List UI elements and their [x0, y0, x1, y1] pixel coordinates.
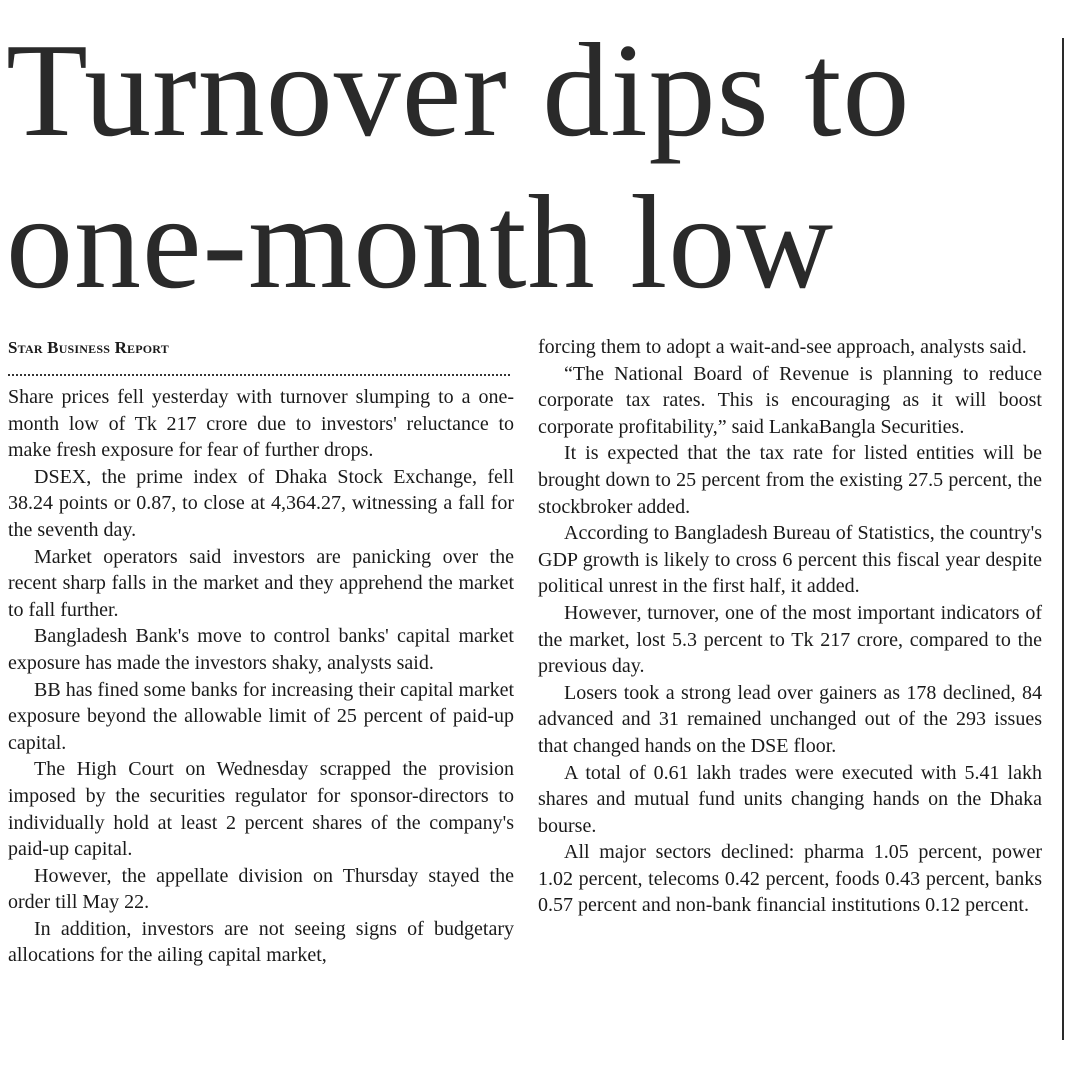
- paragraph: It is expected that the tax rate for listed entities will be brought down to 25 percent from the existing 27.5 percent, the stockbroker added.: [538, 442, 1042, 518]
- article-column-left: [8, 334, 514, 969]
- article-column-right: [538, 334, 1042, 919]
- byline: Star Business Report: [8, 338, 169, 357]
- column-edge-rule: [1062, 38, 1064, 1040]
- paragraph: According to Bangladesh Bureau of Statistics, the country's GDP growth is likely to cross 6 percent this fiscal year despite political unrest in the first half, it added.: [538, 522, 1042, 598]
- headline-line-2: one-month low: [6, 168, 835, 316]
- headline: [6, 14, 1056, 318]
- paragraph: However, the appellate division on Thursday stayed the order till May 22.: [8, 864, 514, 914]
- paragraph: Bangladesh Bank's move to control banks' capital market exposure has made the investors shaky, analysts said.: [8, 625, 514, 674]
- paragraph: “The National Board of Revenue is planning to reduce corporate tax rates. This is encouraging as it will boost corporate profitability,” said LankaBangla Securities.: [538, 362, 1042, 438]
- paragraph: In addition, investors are not seeing signs of budgetary allocations for the ailing capital market,: [8, 917, 514, 967]
- paragraph: Share prices fell yesterday with turnover slumping to a one-month low of Tk 217 crore due to investors' reluctance to make fresh exposure for fear of further drops.: [8, 386, 514, 462]
- paragraph: Losers took a strong lead over gainers as 178 declined, 84 advanced and 31 remained unchanged out of the 293 issues that changed hands on the DSE floor.: [538, 681, 1042, 757]
- paragraph: forcing them to adopt a wait-and-see approach, analysts said.: [538, 336, 1027, 358]
- paragraph: All major sectors declined: pharma 1.05 percent, power 1.02 percent, telecoms 0.42 percent, foods 0.43 percent, banks 0.57 percent and non-bank financial institutions 0.12 percent.: [538, 841, 1042, 917]
- paragraph: A total of 0.61 lakh trades were executed with 5.41 lakh shares and mutual fund units changing hands on the Dhaka bourse.: [538, 761, 1042, 837]
- headline-line-1: Turnover dips to: [6, 16, 911, 164]
- paragraph: The High Court on Wednesday scrapped the provision imposed by the securities regulator for sponsor-directors to individually hold at least 2 percent shares of the company's paid-up capital.: [8, 758, 514, 861]
- paragraph: BB has fined some banks for increasing their capital market exposure beyond the allowable limit of 25 percent of paid-up capital.: [8, 678, 514, 754]
- paragraph: Market operators said investors are panicking over the recent sharp falls in the market and they apprehend the market to fall further.: [8, 545, 514, 621]
- paragraph: DSEX, the prime index of Dhaka Stock Exchange, fell 38.24 points or 0.87, to close at 4,364.27, witnessing a fall for the seventh day.: [8, 465, 514, 541]
- byline-divider: [8, 374, 510, 376]
- paragraph: However, turnover, one of the most important indicators of the market, lost 5.3 percent to Tk 217 crore, compared to the previous day.: [538, 601, 1042, 678]
